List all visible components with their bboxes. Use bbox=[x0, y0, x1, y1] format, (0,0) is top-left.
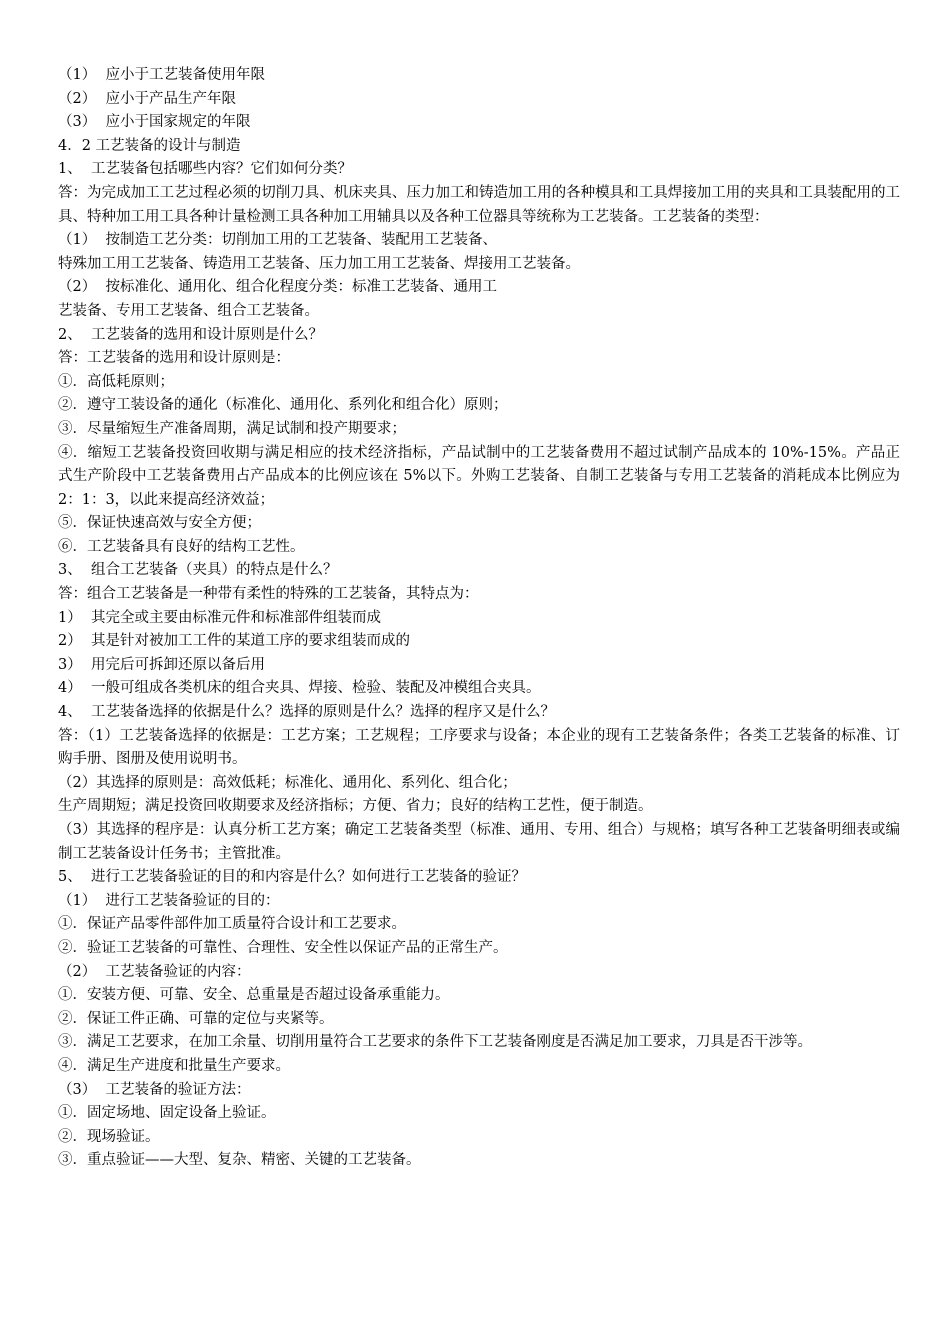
answer-paragraph: 答：为完成加工工艺过程必须的切削刀具、机床夹具、压力加工和铸造加工用的各种模具和工具焊接加工用的夹具和工具装配用的工具、特种加工用工具各种计量检测工具各种加工用辅具以及各种工位器具等统称为工艺装备。工艺装备的类型： bbox=[58, 184, 900, 225]
question-heading: 2、 工艺装备的选用和设计原则是什么？ bbox=[58, 326, 323, 343]
list-item: ⑥．工艺装备具有良好的结构工艺性。 bbox=[58, 538, 305, 555]
question-heading: 3、 组合工艺装备（夹具）的特点是什么？ bbox=[58, 562, 338, 579]
list-item: 4） 一般可组成各类机床的组合夹具、焊接、检验、装配及冲模组合夹具。 bbox=[58, 680, 541, 697]
text-line: （1） 应小于工艺装备使用年限 bbox=[58, 67, 265, 83]
section-heading: 4．2 工艺装备的设计与制造 bbox=[58, 137, 241, 154]
text-line: 生产周期短；满足投资回收期要求及经济指标；方便、省力；良好的结构工艺性，便于制造。 bbox=[58, 798, 653, 815]
text-line: （3） 工艺装备的验证方法： bbox=[58, 1081, 251, 1098]
question-heading: 5、 进行工艺装备验证的目的和内容是什么？如何进行工艺装备的验证？ bbox=[58, 869, 526, 886]
list-item: ②．保证工件正确、可靠的定位与夹紧等。 bbox=[58, 1010, 334, 1027]
text-line: （3） 应小于国家规定的年限 bbox=[58, 114, 251, 131]
list-item: ④．满足生产进度和批量生产要求。 bbox=[58, 1057, 290, 1074]
text-line: （2） 工艺装备验证的内容： bbox=[58, 963, 251, 980]
list-item: ②．验证工艺装备的可靠性、合理性、安全性以保证产品的正常生产。 bbox=[58, 939, 508, 956]
question-heading: 4、 工艺装备选择的依据是什么？选择的原则是什么？选择的程序又是什么？ bbox=[58, 704, 555, 721]
list-item: ④．缩短工艺装备投资回收期与满足相应的技术经济指标，产品试制中的工艺装备费用不超过试制产品成本的 10%-15%。产品正式生产阶段中工艺装备费用占产品成本的比例应该在 5%以下。外购工艺装备、自制工艺装备与专用工艺装备的消耗成本比例应为 2：1：3，以此来提高经济效益； bbox=[58, 444, 905, 508]
document-body bbox=[58, 64, 905, 1173]
text-line: （2） 应小于产品生产年限 bbox=[58, 90, 236, 107]
text-line: 艺装备、专用工艺装备、组合工艺装备。 bbox=[58, 302, 319, 319]
list-item: 3） 用完后可拆卸还原以备后用 bbox=[58, 656, 265, 673]
list-item: ②．遵守工装设备的通化（标准化、通用化、系列化和组合化）原则； bbox=[58, 397, 508, 414]
question-heading: 1、 工艺装备包括哪些内容？它们如何分类？ bbox=[58, 161, 352, 178]
list-item: ①．保证产品零件部件加工质量符合设计和工艺要求。 bbox=[58, 916, 406, 933]
answer-paragraph: 答：（1）工艺装备选择的依据是：工艺方案；工艺规程；工序要求与设备；本企业的现有工艺装备条件；各类工艺装备的标准、订购手册、图册及使用说明书。 bbox=[58, 727, 900, 768]
list-item: ①．固定场地、固定设备上验证。 bbox=[58, 1105, 276, 1122]
list-item: ①．安装方便、可靠、安全、总重量是否超过设备承重能力。 bbox=[58, 987, 450, 1004]
list-item: ③．满足工艺要求，在加工余量、切削用量符合工艺要求的条件下工艺装备刚度是否满足加工要求，刀具是否干涉等。 bbox=[58, 1034, 812, 1051]
text-line: （1） 按制造工艺分类：切削加工用的工艺装备、装配用工艺装备、 bbox=[58, 232, 497, 249]
answer-paragraph: 答：组合工艺装备是一种带有柔性的特殊的工艺装备，其特点为： bbox=[58, 586, 479, 603]
list-item: 1） 其完全或主要由标准元件和标准部件组装而成 bbox=[58, 609, 381, 626]
list-item: ③．重点验证——大型、复杂、精密、关键的工艺装备。 bbox=[58, 1152, 421, 1169]
list-item: ⑤．保证快速高效与安全方便； bbox=[58, 515, 261, 532]
text-line: （3）其选择的程序是：认真分析工艺方案；确定工艺装备类型（标准、通用、专用、组合）与规格；填写各种工艺装备明细表或编制工艺装备设计任务书；主管批准。 bbox=[58, 822, 900, 862]
list-item: ②．现场验证。 bbox=[58, 1128, 160, 1145]
text-line: （1） 进行工艺装备验证的目的： bbox=[58, 892, 280, 909]
text-line: 特殊加工用工艺装备、铸造用工艺装备、压力加工用工艺装备、焊接用工艺装备。 bbox=[58, 255, 580, 272]
list-item: 2） 其是针对被加工工件的某道工序的要求组装而成的 bbox=[58, 633, 410, 650]
answer-paragraph: 答：工艺装备的选用和设计原则是： bbox=[58, 350, 290, 367]
text-line: （2） 按标准化、通用化、组合化程度分类：标准工艺装备、通用工 bbox=[58, 279, 497, 296]
text-line: （2）其选择的原则是：高效低耗；标准化、通用化、系列化、组合化； bbox=[58, 774, 517, 791]
list-item: ①．高低耗原则； bbox=[58, 373, 174, 390]
list-item: ③．尽量缩短生产准备周期，满足试制和投产期要求； bbox=[58, 420, 406, 437]
